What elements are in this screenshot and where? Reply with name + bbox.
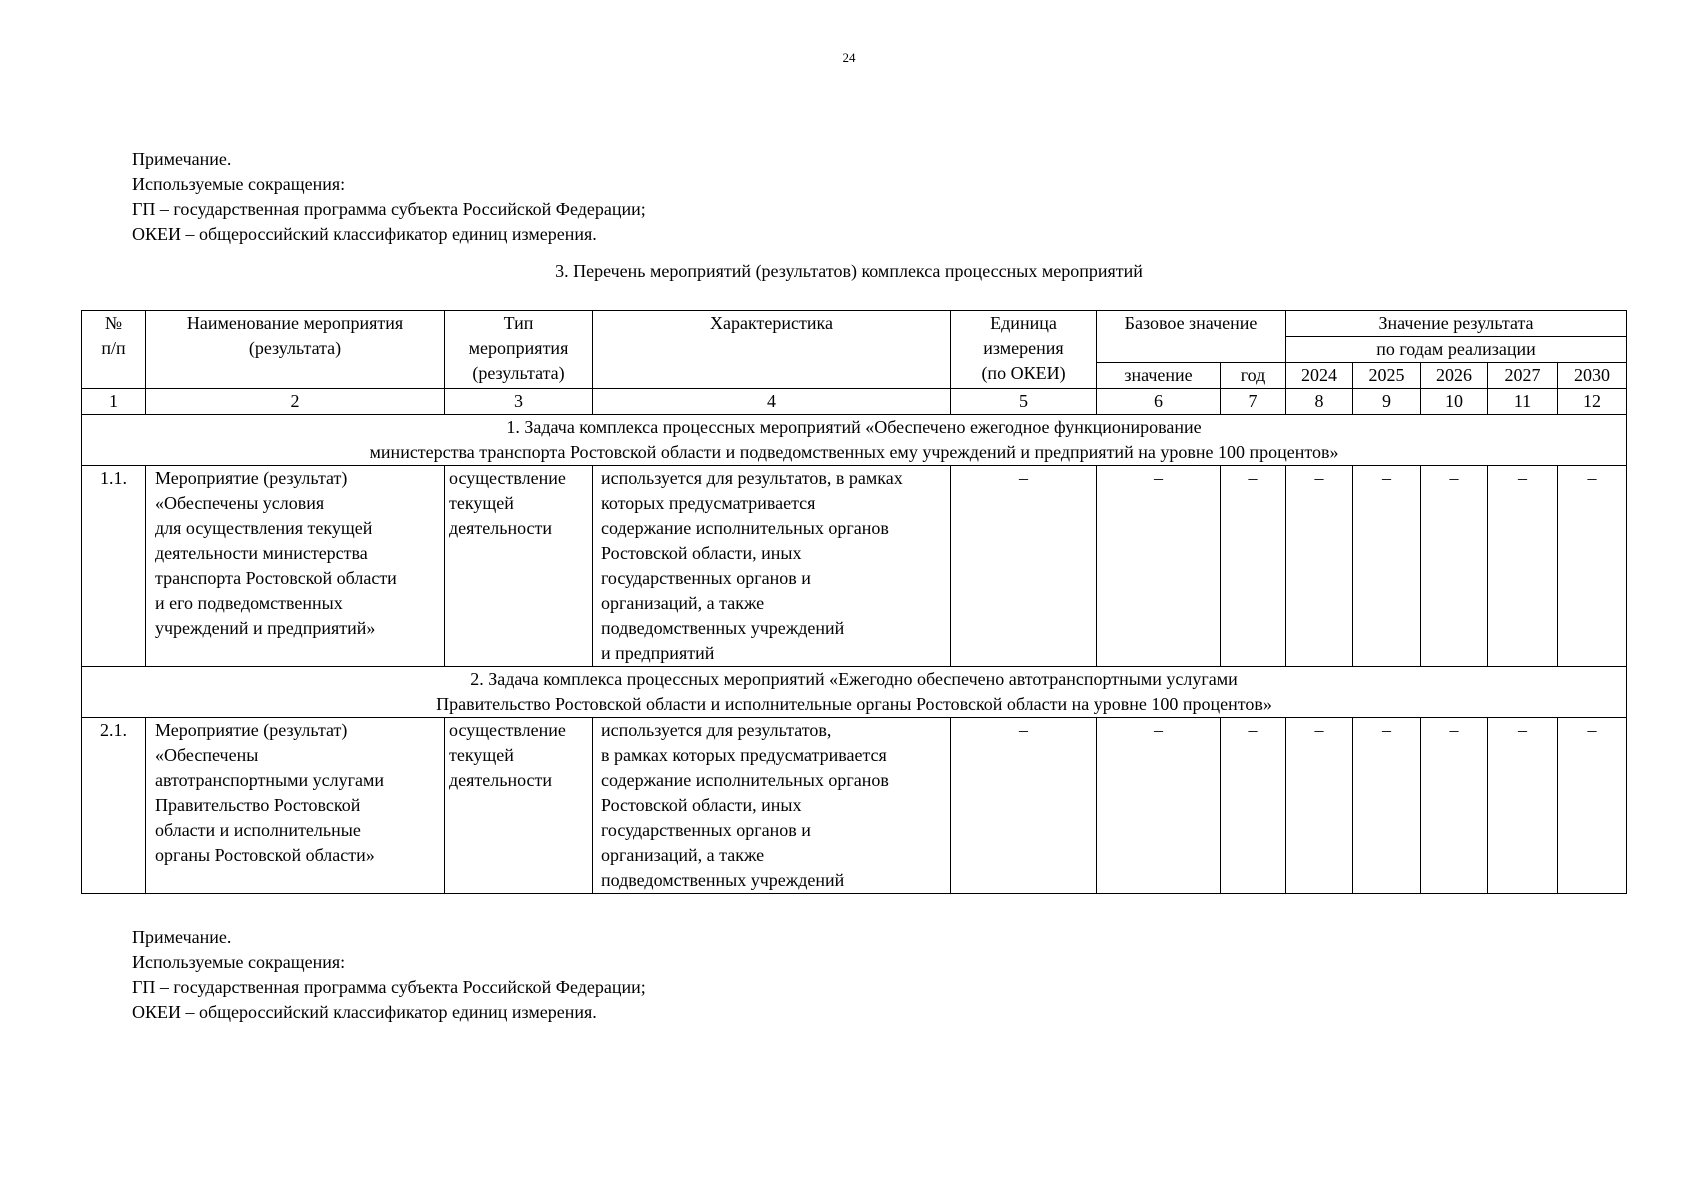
section-title: 3. Перечень мероприятий (результатов) комплекса процессных мероприятий: [555, 261, 1143, 281]
header-base: Базовое значение: [1097, 311, 1286, 363]
column-number: 3: [445, 389, 593, 415]
note-bottom: [132, 925, 646, 1025]
task-row-2: [82, 667, 1627, 718]
row-value-2027: –: [1488, 466, 1558, 667]
row-value-2026: –: [1421, 466, 1488, 667]
row-value-2030: –: [1558, 466, 1627, 667]
note-abbrev-okei: ОКЕИ – общероссийский классификатор единиц измерения.: [132, 224, 597, 244]
row-type: осуществление текущей деятельности: [445, 718, 593, 894]
note-title: Примечание.: [132, 927, 232, 947]
header-row-1: [82, 311, 1627, 337]
header-year-2027: 2027: [1488, 363, 1558, 389]
table-row: [82, 466, 1627, 667]
header-type: Тип мероприятия (результата): [445, 311, 593, 389]
row-num: 2.1.: [82, 718, 146, 894]
header-year-2025: 2025: [1353, 363, 1421, 389]
header-year-2026: 2026: [1421, 363, 1488, 389]
note-top: [132, 147, 646, 247]
row-unit: –: [951, 718, 1097, 894]
header-unit: Единица измерения (по ОКЕИ): [951, 311, 1097, 389]
row-unit: –: [951, 466, 1097, 667]
row-type: осуществление текущей деятельности: [445, 466, 593, 667]
column-number: 11: [1488, 389, 1558, 415]
header-year-2024: 2024: [1286, 363, 1353, 389]
column-number: 2: [146, 389, 445, 415]
header-characteristic: Характеристика: [593, 311, 951, 389]
row-value-2024: –: [1286, 718, 1353, 894]
column-number: 6: [1097, 389, 1221, 415]
row-value-2025: –: [1353, 718, 1421, 894]
column-number: 7: [1221, 389, 1286, 415]
table-row: [82, 718, 1627, 894]
row-value-2026: –: [1421, 718, 1488, 894]
page-number: 24: [842, 50, 856, 65]
row-num: 1.1.: [82, 466, 146, 667]
activities-table: [81, 310, 1627, 894]
row-characteristic: используется для результатов, в рамках которых предусматривается содержание исполнительных органов Ростовской области, иных государственных органов и организаций, а также подведомственных учреждений и предприятий: [593, 466, 951, 667]
row-base-value: –: [1097, 718, 1221, 894]
note-title: Примечание.: [132, 149, 232, 169]
header-base-year: год: [1221, 363, 1286, 389]
row-base-value: –: [1097, 466, 1221, 667]
task-row-1: [82, 415, 1627, 466]
column-number: 12: [1558, 389, 1627, 415]
row-name: Мероприятие (результат) «Обеспечены автотранспортными услугами Правительство Ростовской области и исполнительные органы Ростовской области»: [146, 718, 445, 894]
row-base-year: –: [1221, 718, 1286, 894]
column-number-row: [82, 389, 1627, 415]
task-1-heading: 1. Задача комплекса процессных мероприятий «Обеспечено ежегодное функционирование министерства транспорта Ростовской области и подведомственных ему учреждений и предприятий на уровне 100 процентов»: [82, 415, 1627, 466]
row-characteristic: используется для результатов, в рамках которых предусматривается содержание исполнительных органов Ростовской области, иных государственных органов и организаций, а также подведомственных учреждений: [593, 718, 951, 894]
note-abbrev-gp: ГП – государственная программа субъекта Российской Федерации;: [132, 977, 646, 997]
column-number: 10: [1421, 389, 1488, 415]
row-base-year: –: [1221, 466, 1286, 667]
header-base-value: значение: [1097, 363, 1221, 389]
row-value-2027: –: [1488, 718, 1558, 894]
row-value-2024: –: [1286, 466, 1353, 667]
column-number: 8: [1286, 389, 1353, 415]
header-result: Значение результата: [1286, 311, 1627, 337]
column-number: 5: [951, 389, 1097, 415]
task-2-heading: 2. Задача комплекса процессных мероприятий «Ежегодно обеспечено автотранспортными услугами Правительство Ростовской области и исполнительные органы Ростовской области на уровне 100 процентов»: [82, 667, 1627, 718]
row-name: Мероприятие (результат) «Обеспечены условия для осуществления текущей деятельности министерства транспорта Ростовской области и его подведомственных учреждений и предприятий»: [146, 466, 445, 667]
note-abbrev-okei: ОКЕИ – общероссийский классификатор единиц измерения.: [132, 1002, 597, 1022]
header-year-2030: 2030: [1558, 363, 1627, 389]
header-name: Наименование мероприятия (результата): [146, 311, 445, 389]
note-abbrev-gp: ГП – государственная программа субъекта Российской Федерации;: [132, 199, 646, 219]
row-value-2030: –: [1558, 718, 1627, 894]
column-number: 9: [1353, 389, 1421, 415]
row-value-2025: –: [1353, 466, 1421, 667]
header-result-sub: по годам реализации: [1286, 337, 1627, 363]
column-number: 1: [82, 389, 146, 415]
note-abbrev-heading: Используемые сокращения:: [132, 174, 346, 194]
note-abbrev-heading: Используемые сокращения:: [132, 952, 346, 972]
header-num: № п/п: [82, 311, 146, 389]
column-number: 4: [593, 389, 951, 415]
